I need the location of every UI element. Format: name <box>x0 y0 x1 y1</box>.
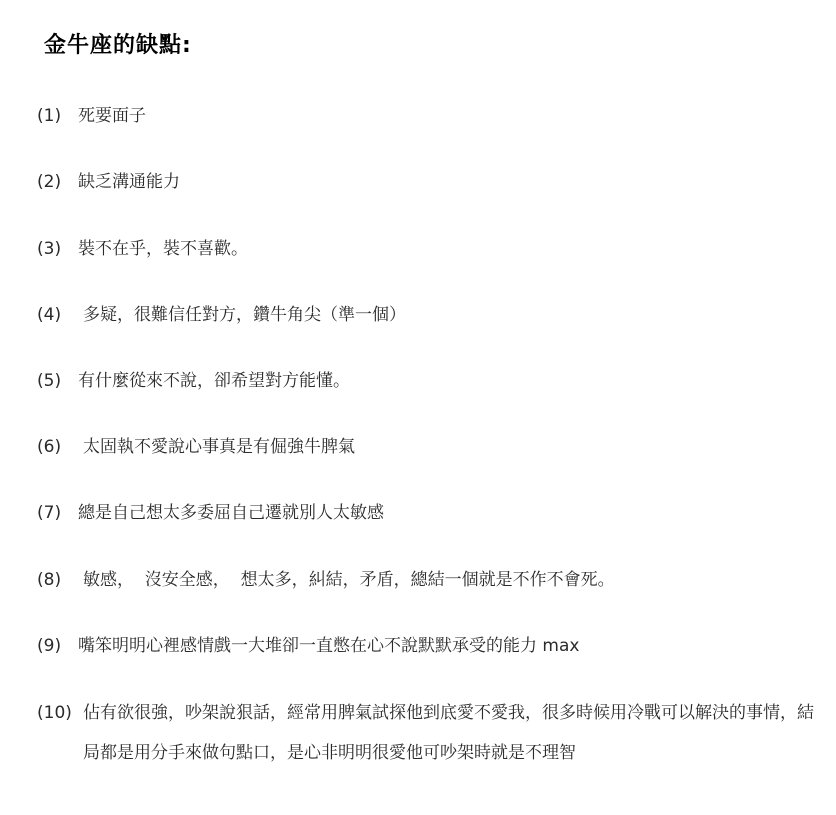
list-item-text: 有什麼從來不說，卻希望對方能懂。 <box>78 371 350 391</box>
page-title: 金牛座的缺點: <box>44 33 192 58</box>
list-item-number: (7) <box>37 503 62 523</box>
list-item <box>37 369 350 393</box>
list-item-number: (2) <box>37 172 62 192</box>
list-item <box>37 435 355 459</box>
list-item-number: (10) <box>37 703 72 723</box>
list-item <box>37 701 827 773</box>
list-item-number: (5) <box>37 371 62 391</box>
list-item-text: 佔有欲很強，吵架說狠話，經常用脾氣試探他到底愛不愛我，很多時候用冷戰可以解決的事情，結局都是用分手來做句點口，是心非明明很愛他可吵架時就是不理智 <box>83 703 814 763</box>
list-item <box>37 303 406 327</box>
list-item-text: 多疑，很難信任對方，鑽牛角尖（準一個） <box>83 305 406 325</box>
list-item-text: 總是自己想太多委屈自己遷就別人太敏感 <box>78 503 384 523</box>
list-item <box>37 104 146 128</box>
list-item-number: (6) <box>37 437 62 457</box>
list-item-number: (9) <box>37 636 62 656</box>
list-item-number: (8) <box>37 570 62 590</box>
list-item-text: 敏感， 沒安全感， 想太多，糾結，矛盾，總結一個就是不作不會死。 <box>83 570 615 590</box>
list-item <box>37 501 384 525</box>
list-item-number: (4) <box>37 305 62 325</box>
list-item-text: 太固執不愛說心事真是有倔強牛脾氣 <box>83 437 355 457</box>
list-item <box>37 170 180 194</box>
list-item <box>37 568 615 592</box>
list-item <box>37 634 579 658</box>
list-item-text: 缺乏溝通能力 <box>78 172 180 192</box>
list-item-text: 嘴笨明明心裡感情戲一大堆卻一直憋在心不說默默承受的能力 max <box>78 636 580 656</box>
list-item <box>37 237 248 261</box>
list-item-text: 裝不在乎，裝不喜歡。 <box>78 239 248 259</box>
list-item-number: (3) <box>37 239 62 259</box>
list-item-text: 死要面子 <box>78 106 146 126</box>
list-item-number: (1) <box>37 106 62 126</box>
